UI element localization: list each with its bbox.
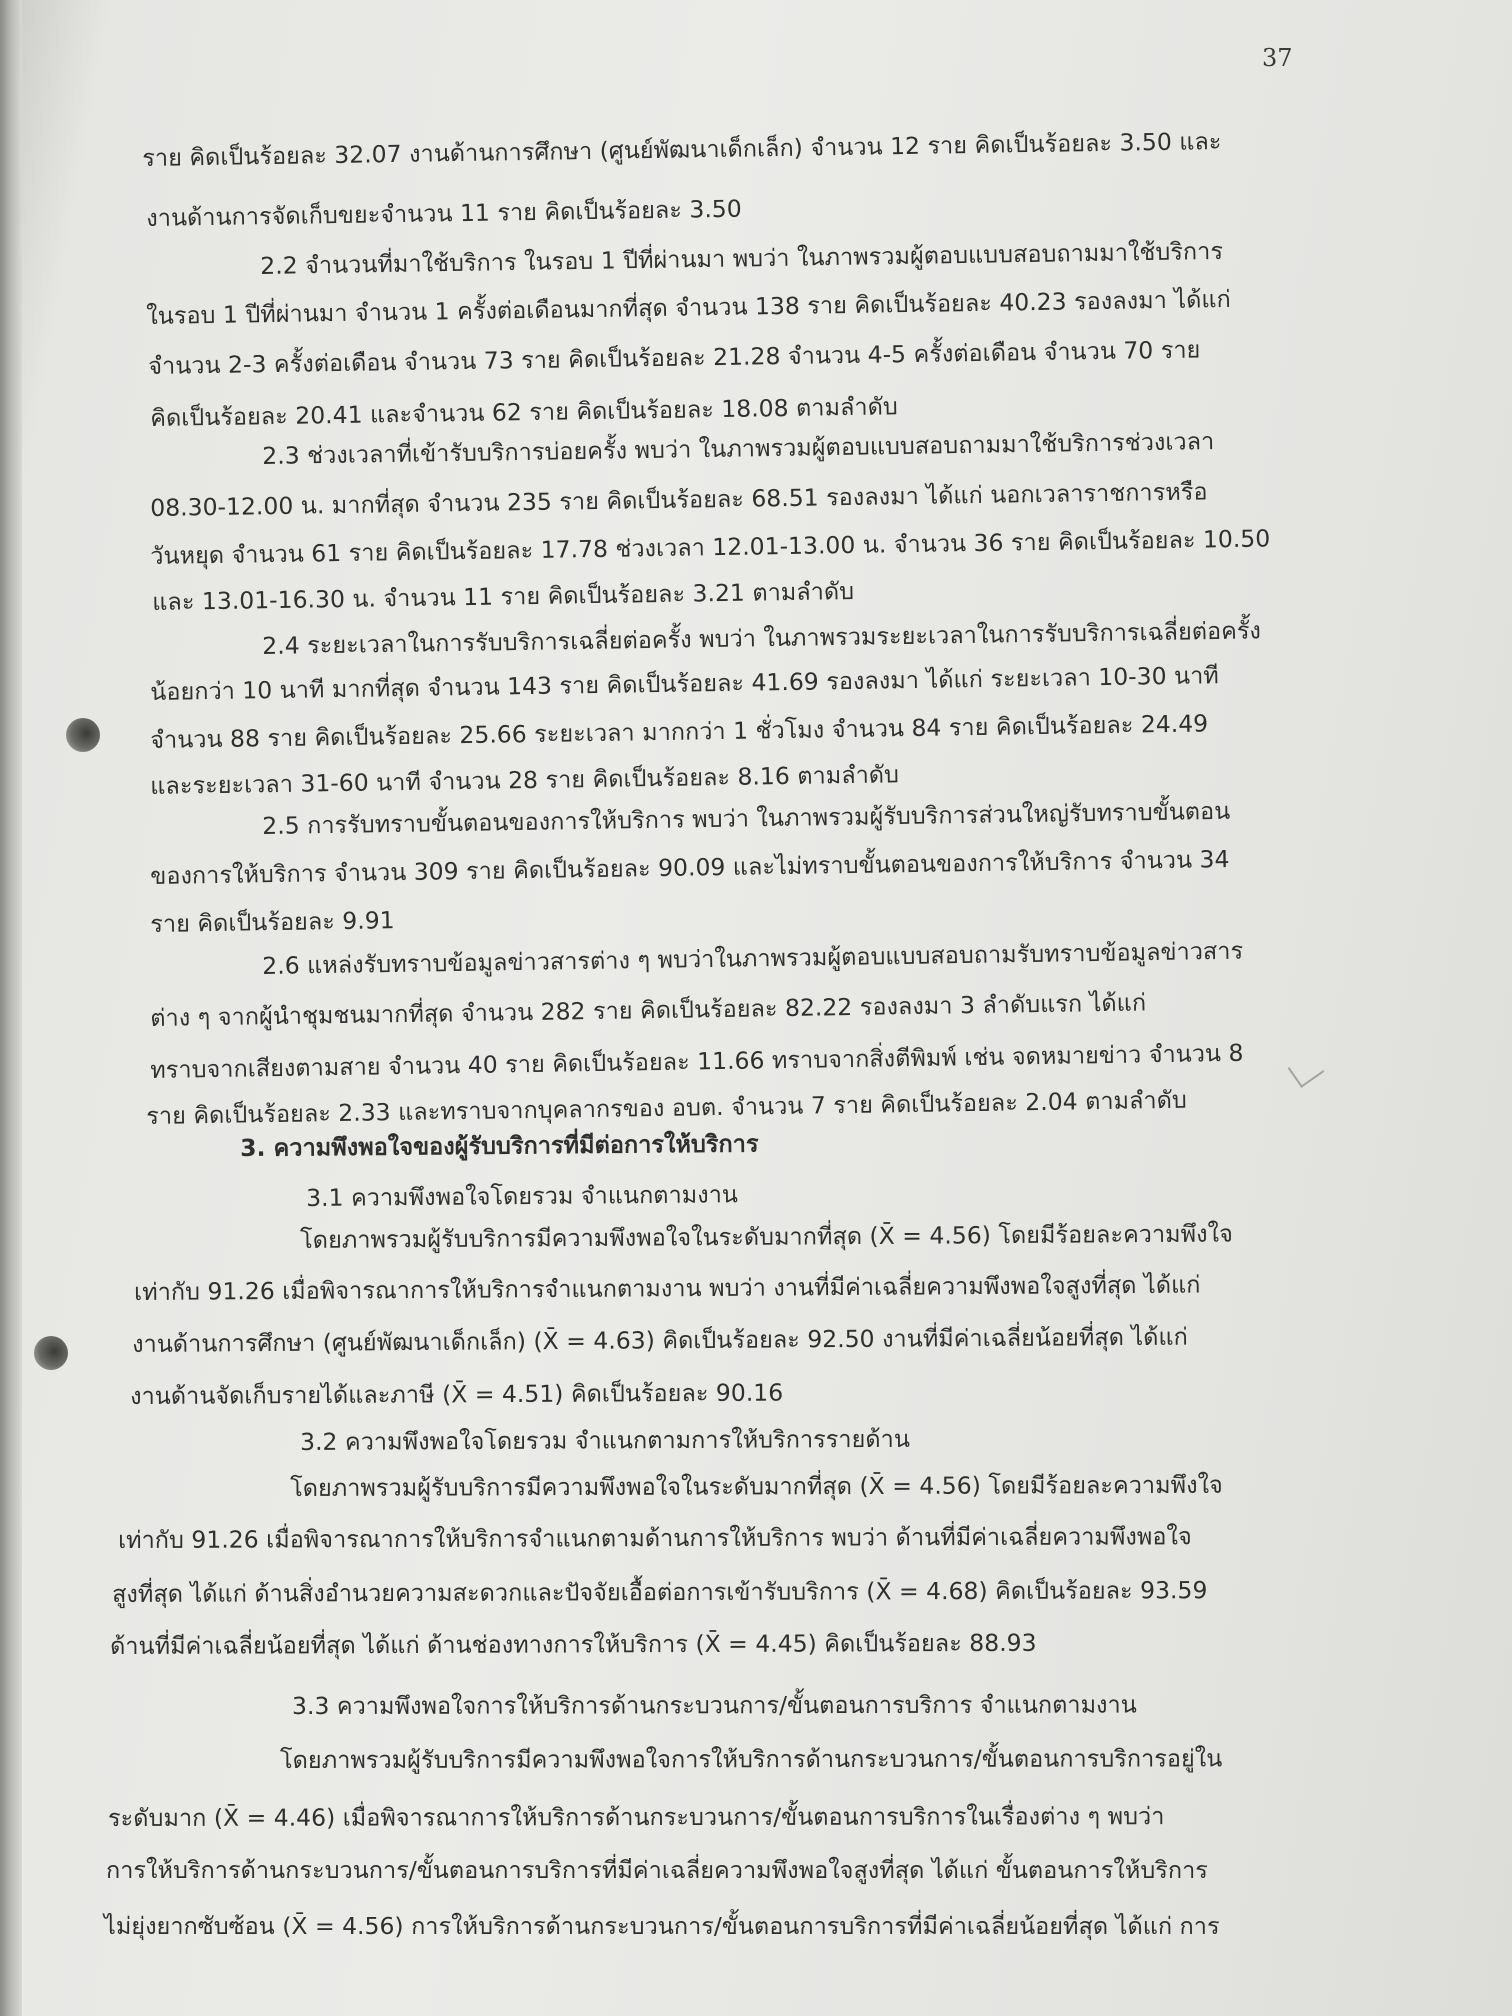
text-line: 2.6 แหล่งรับทราบข้อมูลข่าวสารต่าง ๆ พบว่าในภาพรวมผู้ตอบแบบสอบถามรับทราบข้อมูลข่าวสาร xyxy=(262,936,1244,980)
text-line: โดยภาพรวมผู้รับบริการมีความพึงพอใจในระดับมากที่สุด (X̄ = 4.56) โดยมีร้อยละความพึงใจ xyxy=(290,1470,1223,1502)
text-line: ราย คิดเป็นร้อยละ 9.91 xyxy=(150,906,395,938)
section-heading: 3. ความพึงพอใจของผู้รับบริการที่มีต่อการให้บริการ xyxy=(240,1129,759,1162)
text-line: ระดับมาก (X̄ = 4.46) เมื่อพิจารณาการให้บริการด้านกระบวนการ/ขั้นตอนการบริการในเรื่องต่าง ๆ พบว่า xyxy=(108,1802,1165,1832)
text-line: เท่ากับ 91.26 เมื่อพิจารณาการให้บริการจำแนกตามงาน พบว่า งานที่มีค่าเฉลี่ยความพึงพอใจสูงที่สุด ได้แก่ xyxy=(134,1270,1201,1306)
text-line: ในรอบ 1 ปีที่ผ่านมา จำนวน 1 ครั้งต่อเดือนมากที่สุด จำนวน 138 ราย คิดเป็นร้อยละ 40.23 รองลงมา ได้แก่ xyxy=(146,284,1231,330)
text-line: ไม่ยุ่งยากซับซ้อน (X̄ = 4.56) การให้บริการด้านกระบวนการ/ขั้นตอนการบริการที่มีค่าเฉลี่ยน้อยที่สุด ได้แก่ การ xyxy=(104,1912,1220,1940)
text-line: 08.30-12.00 น. มากที่สุด จำนวน 235 ราย คิดเป็นร้อยละ 68.51 รองลงมา ได้แก่ นอกเวลาราชการหรือ xyxy=(150,477,1208,522)
text-line: โดยภาพรวมผู้รับบริการมีความพึงพอใจในระดับมากที่สุด (X̄ = 4.56) โดยมีร้อยละความพึงใจ xyxy=(300,1219,1233,1254)
text-line: ราย คิดเป็นร้อยละ 32.07 งานด้านการศึกษา (ศูนย์พัฒนาเด็กเล็ก) จำนวน 12 ราย คิดเป็นร้อยละ 3.50 และ xyxy=(142,127,1222,172)
text-line: 2.4 ระยะเวลาในการรับบริการเฉลี่ยต่อครั้ง พบว่า ในภาพรวมระยะเวลาในการรับบริการเฉลี่ยต่อครั้ง xyxy=(262,616,1262,660)
text-line: จำนวน 88 ราย คิดเป็นร้อยละ 25.66 ระยะเวลา มากกว่า 1 ชั่วโมง จำนวน 84 ราย คิดเป็นร้อยละ 24.49 xyxy=(150,709,1209,754)
text-line: การให้บริการด้านกระบวนการ/ขั้นตอนการบริการที่มีค่าเฉลี่ยความพึงพอใจสูงที่สุด ได้แก่ ขั้นตอนการให้บริการ xyxy=(106,1856,1208,1884)
text-line: ราย คิดเป็นร้อยละ 2.33 และทราบจากบุคลากรของ อบต. จำนวน 7 ราย คิดเป็นร้อยละ 2.04 ตามลำดับ xyxy=(146,1085,1187,1130)
text-line: ของการให้บริการ จำนวน 309 ราย คิดเป็นร้อยละ 90.09 และไม่ทราบขั้นตอนของการให้บริการ จำนวน 34 xyxy=(150,845,1230,890)
text-line: งานด้านการศึกษา (ศูนย์พัฒนาเด็กเล็ก) (X̄ = 4.63) คิดเป็นร้อยละ 92.50 งานที่มีค่าเฉลี่ยน้อยที่สุด ได้แก่ xyxy=(132,1322,1188,1358)
text-line: 2.5 การรับทราบขั้นตอนของการให้บริการ พบว่า ในภาพรวมผู้รับบริการส่วนใหญ่รับทราบขั้นตอน xyxy=(262,796,1231,840)
page-binding-edge xyxy=(0,0,22,2016)
subsection-heading: 3.2 ความพึงพอใจโดยรวม จำแนกตามการให้บริการรายด้าน xyxy=(300,1424,910,1456)
text-line: งานด้านการจัดเก็บขยะจำนวน 11 ราย คิดเป็นร้อยละ 3.50 xyxy=(146,194,742,232)
punch-hole xyxy=(34,1336,68,1370)
text-line: เท่ากับ 91.26 เมื่อพิจารณาการให้บริการจำแนกตามด้านการให้บริการ พบว่า ด้านที่มีค่าเฉลี่ยความพึงพอใจ xyxy=(118,1522,1192,1554)
text-line: และ 13.01-16.30 น. จำนวน 11 ราย คิดเป็นร้อยละ 3.21 ตามลำดับ xyxy=(152,576,855,616)
text-line: ต่าง ๆ จากผู้นำชุมชนมากที่สุด จำนวน 282 ราย คิดเป็นร้อยละ 82.22 รองลงมา 3 ลำดับแรก ได้แก่ xyxy=(150,988,1147,1032)
text-line: และระยะเวลา 31-60 นาที จำนวน 28 ราย คิดเป็นร้อยละ 8.16 ตามลำดับ xyxy=(150,760,900,800)
text-line: ทราบจากเสียงตามสาย จำนวน 40 ราย คิดเป็นร้อยละ 11.66 ทราบจากสิ่งตีพิมพ์ เช่น จดหมายข่าว จำนวน 8 xyxy=(150,1038,1244,1084)
page-number: 37 xyxy=(1262,44,1293,72)
punch-hole xyxy=(66,718,100,752)
text-line: สูงที่สุด ได้แก่ ด้านสิ่งอำนวยความสะดวกและปัจจัยเอื้อต่อการเข้ารับบริการ (X̄ = 4.68) คิดเป็นร้อยละ 93.59 xyxy=(112,1576,1208,1608)
pen-check-mark xyxy=(1288,1052,1325,1088)
text-line: 2.3 ช่วงเวลาที่เข้ารับบริการบ่อยครั้ง พบว่า ในภาพรวมผู้ตอบแบบสอบถามมาใช้บริการช่วงเวลา xyxy=(262,427,1215,470)
subsection-heading: 3.1 ความพึงพอใจโดยรวม จำแนกตามงาน xyxy=(306,1180,739,1212)
subsection-heading: 3.3 ความพึงพอใจการให้บริการด้านกระบวนการ/ขั้นตอนการบริการ จำแนกตามงาน xyxy=(292,1690,1137,1720)
text-line: ด้านที่มีค่าเฉลี่ยน้อยที่สุด ได้แก่ ด้านช่องทางการให้บริการ (X̄ = 4.45) คิดเป็นร้อยละ 88.93 xyxy=(110,1628,1037,1660)
text-line: งานด้านจัดเก็บรายได้และภาษี (X̄ = 4.51) คิดเป็นร้อยละ 90.16 xyxy=(130,1378,784,1410)
text-line: จำนวน 2-3 ครั้งต่อเดือน จำนวน 73 ราย คิดเป็นร้อยละ 21.28 จำนวน 4-5 ครั้งต่อเดือน จำนวน 70 ราย xyxy=(148,335,1201,380)
text-line: น้อยกว่า 10 นาที มากที่สุด จำนวน 143 ราย คิดเป็นร้อยละ 41.69 รองลงมา ได้แก่ ระยะเวลา 10-30 นาที xyxy=(150,661,1219,706)
text-line: 2.2 จำนวนที่มาใช้บริการ ในรอบ 1 ปีที่ผ่านมา พบว่า ในภาพรวมผู้ตอบแบบสอบถามมาใช้บริการ xyxy=(260,236,1224,280)
text-line: วันหยุด จำนวน 61 ราย คิดเป็นร้อยละ 17.78 ช่วงเวลา 12.01-13.00 น. จำนวน 36 ราย คิดเป็นร้อยละ 10.50 xyxy=(150,524,1271,570)
text-line: โดยภาพรวมผู้รับบริการมีความพึงพอใจการให้บริการด้านกระบวนการ/ขั้นตอนการบริการอยู่ใน xyxy=(280,1744,1223,1774)
text-line: คิดเป็นร้อยละ 20.41 และจำนวน 62 ราย คิดเป็นร้อยละ 18.08 ตามลำดับ xyxy=(150,392,898,432)
